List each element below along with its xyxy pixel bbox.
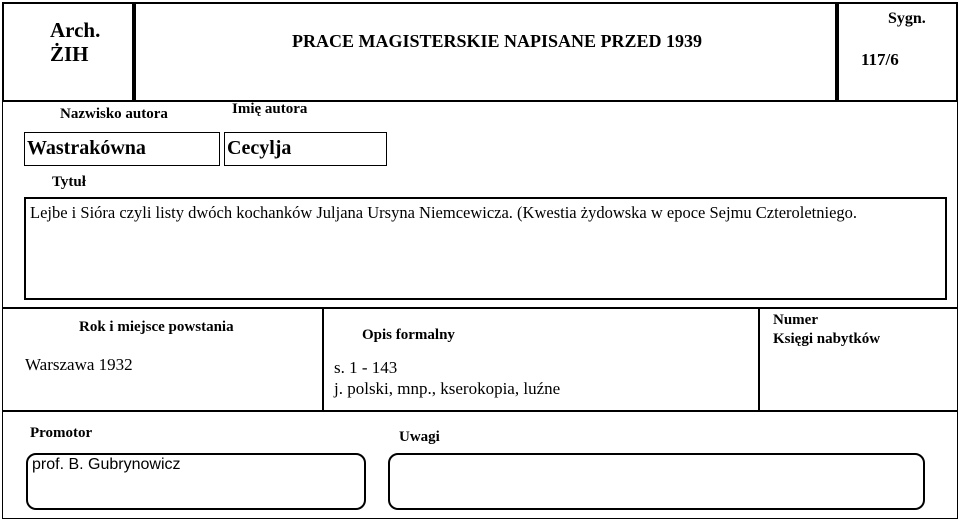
signature-value: 117/6 — [861, 50, 899, 69]
acquisition-label-number: Numer — [773, 312, 818, 328]
middle-bottom-rule — [2, 410, 958, 412]
origin-value: Warszawa 1932 — [25, 355, 133, 374]
title-value: Lejbe i Sióra czyli listy dwóch kochanków Juljana Ursyna Niemcewicza. (Kwestia żydowska w epoce Sejmu Czteroletniego. — [30, 203, 858, 222]
title-label: Tytuł — [52, 174, 86, 190]
acquisition-label-book: Księgi nabytków — [773, 331, 881, 347]
description-pages: s. 1 - 143 — [334, 358, 398, 377]
collection-title: PRACE MAGISTERSKIE NAPISANE PRZED 1939 — [292, 31, 703, 51]
archive-box — [2, 2, 134, 102]
surname-value: Wastrakówna — [27, 137, 146, 159]
promoter-value: prof. B. Gubrynowicz — [32, 456, 181, 473]
signature-label: Sygn. — [888, 10, 926, 27]
promoter-label: Promotor — [30, 425, 93, 441]
middle-left-divider — [322, 307, 324, 411]
remarks-field — [388, 453, 925, 510]
firstname-field — [224, 132, 387, 166]
title-field — [24, 197, 947, 300]
middle-right-divider — [758, 307, 760, 411]
promoter-field — [26, 453, 366, 510]
signature-box — [837, 2, 958, 102]
remarks-label: Uwagi — [399, 429, 440, 445]
firstname-value: Cecylja — [227, 137, 292, 159]
surname-field — [24, 132, 220, 166]
middle-top-rule — [2, 307, 958, 309]
description-details: j. polski, mnp., kserokopia, luźne — [334, 379, 561, 398]
archive-label: Arch. — [50, 18, 101, 42]
surname-label: Nazwisko autora — [60, 106, 168, 122]
origin-label: Rok i miejsce powstania — [79, 319, 234, 335]
firstname-label: Imię autora — [232, 101, 308, 117]
description-label: Opis formalny — [362, 327, 455, 343]
archive-name: ŻIH — [50, 42, 89, 66]
collection-title-box — [134, 2, 837, 102]
